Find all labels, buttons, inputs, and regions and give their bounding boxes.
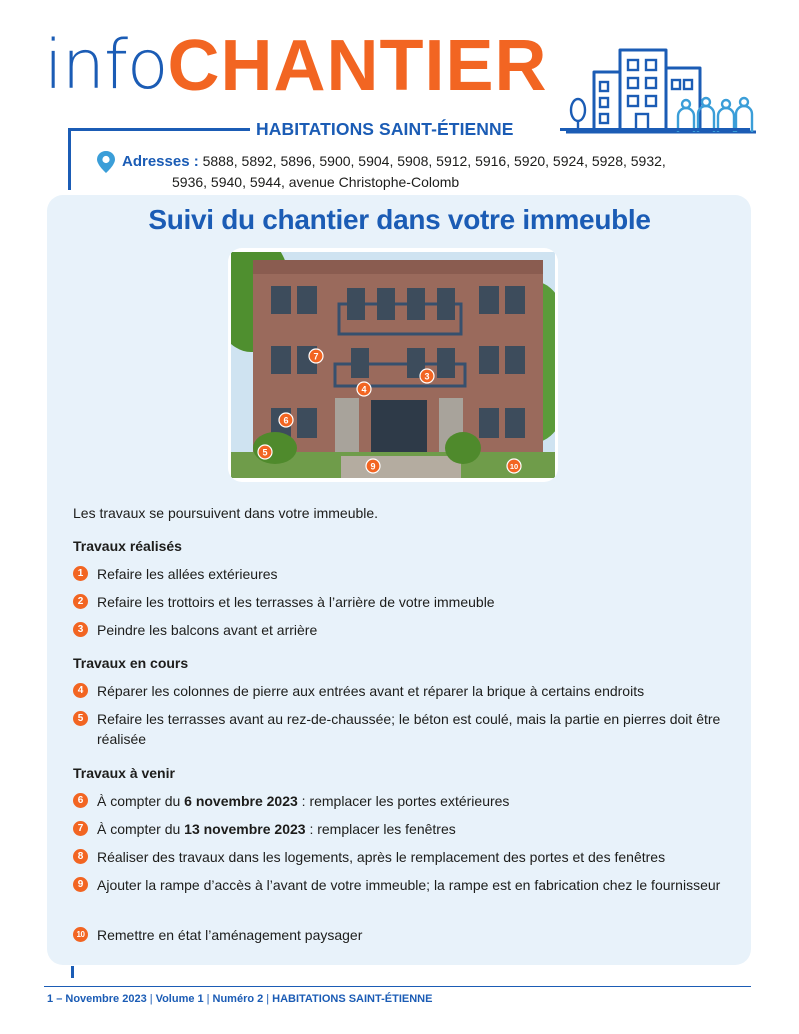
header-rule-right: [560, 128, 750, 131]
header-rule: [68, 128, 250, 131]
building-photo: [228, 248, 558, 482]
item-text: Refaire les allées extérieures: [97, 566, 278, 582]
header-subtitle: HABITATIONS SAINT-ÉTIENNE: [256, 119, 514, 139]
photo-marker-3: 3: [424, 371, 430, 382]
item-text: À compter du 6 novembre 2023 : remplacer les portes extérieures: [97, 793, 510, 809]
section-heading-done: Travaux réalisés: [73, 538, 182, 554]
footer-tick: [71, 966, 74, 978]
item-text: Refaire les trottoirs et les terrasses à l’arrière de votre immeuble: [97, 594, 495, 610]
footer-org: HABITATIONS SAINT-ÉTIENNE: [272, 993, 433, 1005]
item-text: À compter du 13 novembre 2023 : remplacer les fenêtres: [97, 821, 456, 837]
item-number-badge: 9: [73, 877, 88, 892]
photo-marker-7: 7: [313, 351, 319, 362]
item-number-badge: 4: [73, 683, 88, 698]
section-heading-upcoming: Travaux à venir: [73, 765, 175, 781]
footer-page-number: 1: [47, 993, 54, 1005]
brand-prefix: info: [44, 26, 168, 105]
intro-text: Les travaux se poursuivent dans votre immeuble.: [73, 505, 379, 521]
item-number-badge: 7: [73, 821, 88, 836]
item-number-badge: 3: [73, 622, 88, 637]
item-number-badge: 8: [73, 849, 88, 864]
item-date: 6 novembre 2023: [184, 793, 298, 809]
footer-rule: [44, 986, 751, 987]
address-label: Adresses :: [122, 153, 199, 170]
footer-date: Novembre 2023: [65, 993, 147, 1005]
item-text: Peindre les balcons avant et arrière: [97, 622, 318, 638]
page-title: Suivi du chantier dans votre immeuble: [148, 204, 651, 235]
footer: 1 – Novembre 2023 | Volume 1 | Numéro 2 | HABITATIONS SAINT-ÉTIENNE: [47, 993, 433, 1005]
item-number-badge: 5: [73, 711, 88, 726]
item-text: Ajouter la rampe d’accès à l’avant de votre immeuble; la rampe est en fabrication chez le fournisseur: [97, 877, 721, 893]
item-number-badge: 6: [73, 793, 88, 808]
item-text: Remettre en état l’aménagement paysager: [97, 927, 363, 943]
footer-volume: Volume 1: [155, 993, 204, 1005]
building-photo-illustration: [231, 252, 555, 478]
photo-marker-9: 9: [370, 461, 376, 472]
section-heading-in-progress: Travaux en cours: [73, 655, 189, 671]
photo-marker-5: 5: [262, 447, 268, 458]
header-rule-vertical: [68, 128, 71, 190]
brand-logo: [44, 26, 548, 112]
photo-marker-6: 6: [283, 415, 289, 426]
item-number-badge: 1: [73, 566, 88, 581]
address-line-2: 5936, 5940, 5944, avenue Christophe-Colomb: [172, 174, 460, 190]
item-number-badge: 10: [73, 927, 88, 942]
item-text: Réaliser des travaux dans les logements, après le remplacement des portes et des fenêtres: [97, 849, 666, 865]
buildings-illustration-icon: [566, 40, 756, 140]
location-pin-icon: [96, 150, 116, 174]
item-text: Refaire les terrasses avant au rez-de-chaussée; le béton est coulé, mais la partie en pierres doit être réalisée: [97, 711, 721, 747]
photo-marker-4: 4: [361, 384, 367, 395]
item-number-badge: 2: [73, 594, 88, 609]
footer-issue: Numéro 2: [212, 993, 264, 1005]
brand-main: CHANTIER: [167, 26, 548, 106]
item-text: Réparer les colonnes de pierre aux entrées avant et réparer la brique à certains endroits: [97, 683, 645, 699]
address-line-1: 5888, 5892, 5896, 5900, 5904, 5908, 5912, 5916, 5920, 5924, 5928, 5932,: [202, 153, 666, 169]
photo-marker-10: 10: [509, 462, 519, 471]
item-date: 13 novembre 2023: [184, 821, 306, 837]
